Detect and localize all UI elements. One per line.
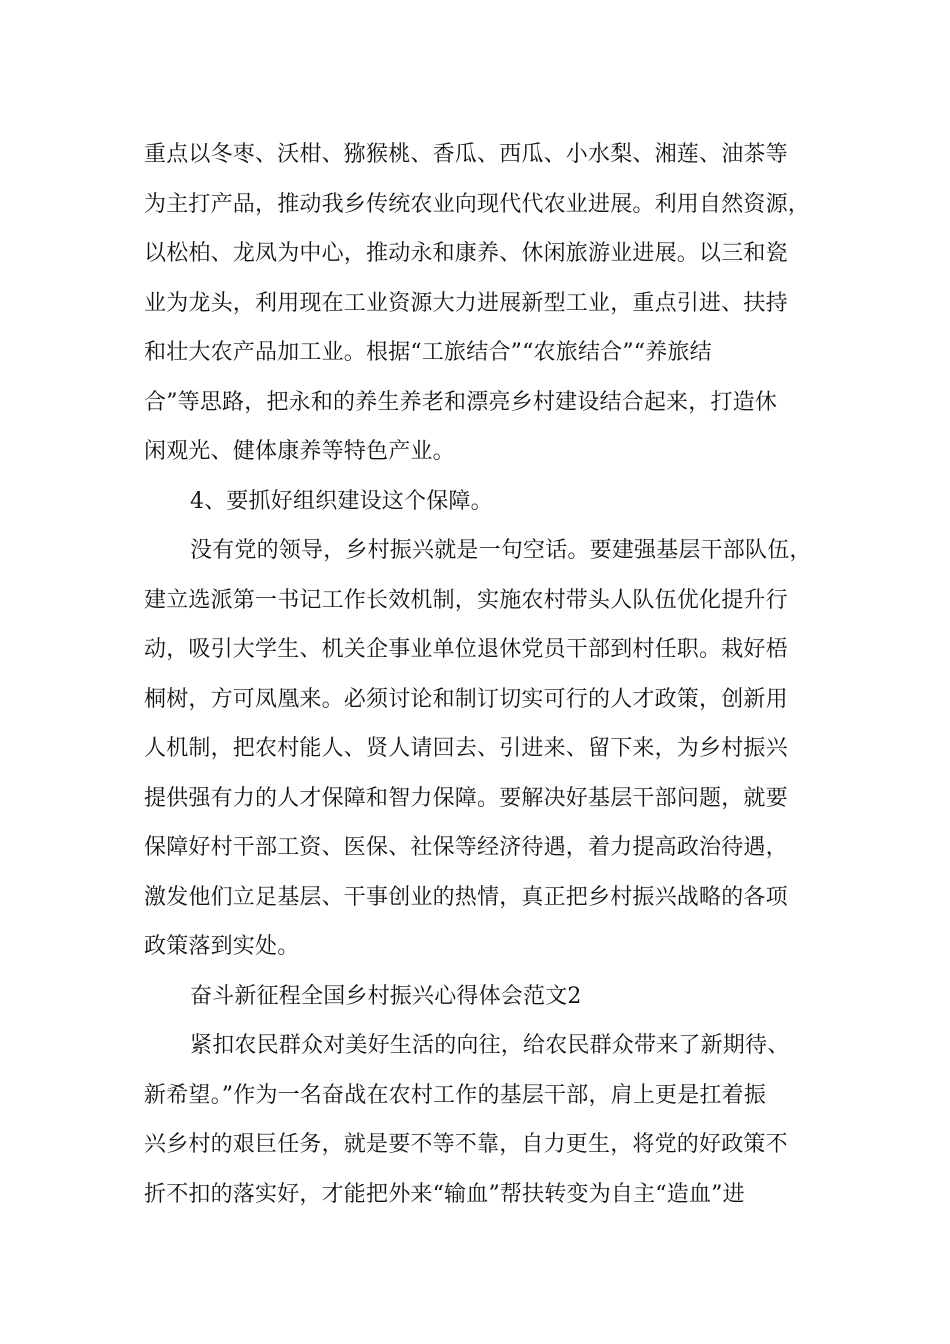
text-line: 以松柏、龙凤为中心，推动永和康养、休闲旅游业进展。以三和瓷 [144, 241, 788, 266]
text-line: 兴乡村的艰巨任务，就是要不等不靠，自力更生，将党的好政策不 [144, 1132, 788, 1157]
text-line: 建立选派第一书记工作长效机制，实施农村带头人队伍优化提升行 [144, 587, 788, 613]
article-title: 奋斗新征程全国乡村振兴心得体会范文2 [190, 983, 582, 1009]
text-line: 保障好村干部工资、医保、社保等经济待遇，着力提高政治待遇， [144, 835, 788, 860]
text-line: 激发他们立足基层、干事创业的热情，真正把乡村振兴战略的各项 [144, 884, 788, 910]
text-line: 为主打产品，推动我乡传统农业向现代代农业进展。利用自然资源， [144, 191, 811, 217]
text-line: 提供强有力的人才保障和智力保障。要解决好基层干部问题，就要 [144, 785, 788, 811]
paragraph-start-line: 紧扣农民群众对美好生活的向往，给农民群众带来了新期待、 [190, 1033, 790, 1058]
text-line: 折不扣的落实好，才能把外来“输血”帮扶转变为自主“造血”进 [144, 1181, 745, 1207]
text-line: 重点以冬枣、沃柑、猕猴桃、香瓜、西瓜、小水梨、湘莲、油茶等 [144, 142, 788, 167]
text-line: 人机制，把农村能人、贤人请回去、引进来、留下来，为乡村振兴 [144, 736, 788, 761]
section-heading: 4、要抓好组织建设这个保障。 [190, 488, 493, 514]
text-line: 政策落到实处。 [144, 934, 300, 959]
paragraph-start-line: 没有党的领导，乡村振兴就是一句空话。要建强基层干部队伍， [190, 538, 812, 563]
text-line: 闲观光、健体康养等特色产业。 [144, 439, 455, 464]
text-line: 新希望。”作为一名奋战在农村工作的基层干部，肩上更是扛着振 [144, 1082, 767, 1108]
text-line: 业为龙头，利用现在工业资源大力进展新型工业，重点引进、扶持 [144, 290, 788, 316]
text-line: 桐树，方可凤凰来。必须讨论和制订切实可行的人才政策，创新用 [144, 686, 788, 712]
document-body [144, 130, 814, 1219]
text-line: 动，吸引大学生、机关企事业单位退休党员干部到村任职。栽好梧 [144, 637, 788, 662]
text-line: 和壮大农产品加工业。根据“工旅结合”“农旅结合”“养旅结 [144, 340, 712, 365]
text-line: 合”等思路，把永和的养生养老和漂亮乡村建设结合起来，打造休 [144, 389, 778, 415]
